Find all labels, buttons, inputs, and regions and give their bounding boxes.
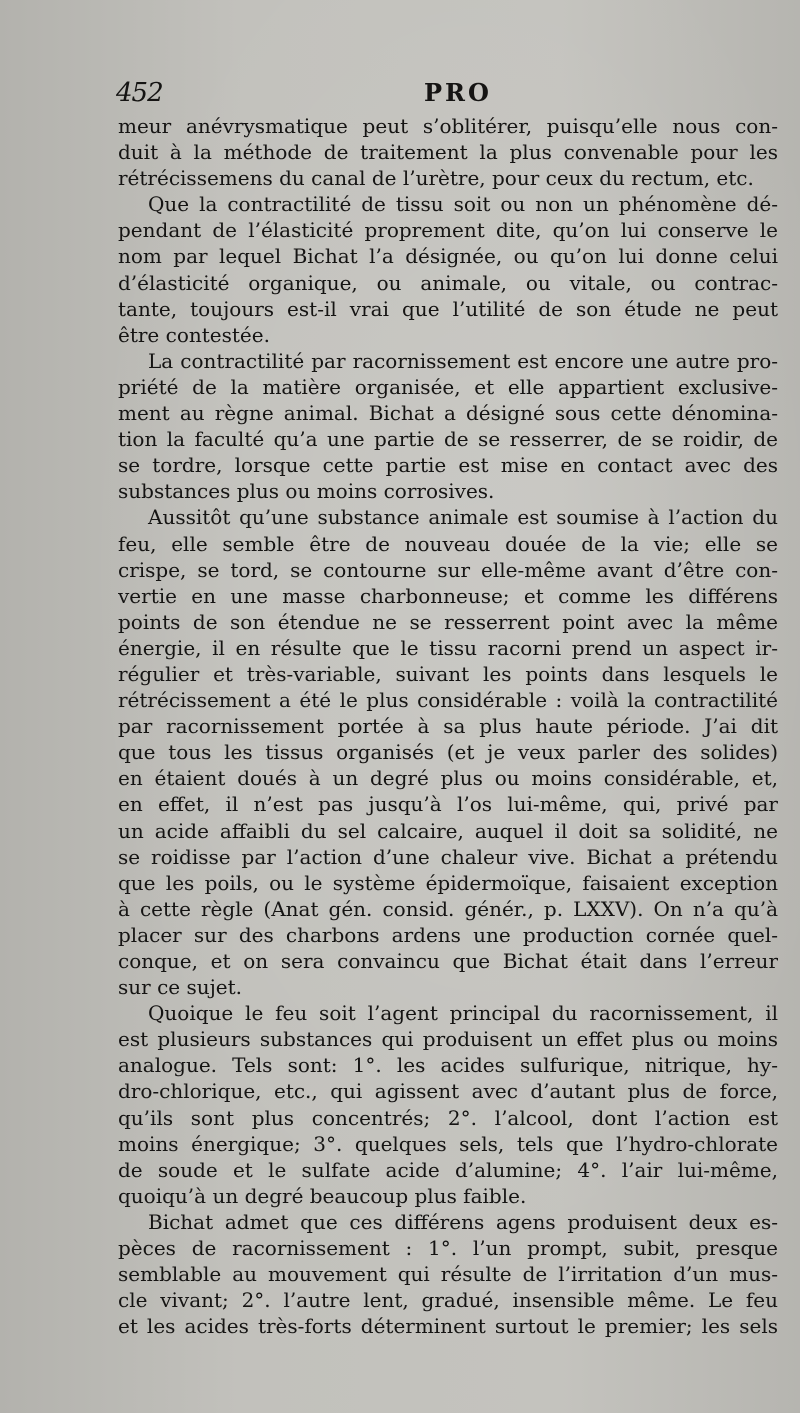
text-line: est plusieurs substances qui produisent un effet plus ou moins bbox=[118, 1027, 778, 1052]
page-header bbox=[116, 78, 752, 114]
text-line: crispe, se tord, se contourne sur elle-même avant d’être con- bbox=[118, 557, 778, 582]
text-line: énergie, il en résulte que le tissu racorni prend un aspect ir- bbox=[118, 635, 778, 660]
text-line: que les poils, ou le système épidermoïque, faisaient exception bbox=[118, 870, 778, 895]
paragraph-start-line: Aussitôt qu’une substance animale est soumise à l’action du bbox=[148, 505, 778, 530]
text-line: duit à la méthode de traitement la plus convenable pour les bbox=[118, 140, 778, 165]
text-line: par racornissement portée à sa plus haute période. J’ai dit bbox=[118, 714, 778, 739]
text-line: se roidisse par l’action d’une chaleur vive. Bichat a prétendu bbox=[118, 844, 778, 869]
text-line: vertie en une masse charbonneuse; et comme les différens bbox=[118, 583, 778, 608]
paragraph-start-line: Quoique le feu soit l’agent principal du racornissement, il bbox=[148, 1001, 778, 1026]
text-line: quoiqu’à un degré beaucoup plus faible. bbox=[118, 1183, 527, 1208]
text-line: à cette règle (Anat gén. consid. génér., p. LXXV). On n’a qu’à bbox=[118, 896, 778, 921]
text-line: points de son étendue ne se resserrent point avec la même bbox=[118, 609, 778, 634]
text-line: nom par lequel Bichat l’a désignée, ou qu’on lui donne celui bbox=[118, 244, 778, 269]
text-line: rétrécissemens du canal de l’urètre, pour ceux du rectum, etc. bbox=[118, 166, 754, 191]
text-line: conque, et on sera convaincu que Bichat était dans l’erreur bbox=[118, 949, 778, 973]
text-line: ment au règne animal. Bichat a désigné sous cette dénomina- bbox=[118, 401, 778, 426]
text-line: moins énergique; 3°. quelques sels, tels que l’hydro-chlorate bbox=[118, 1131, 778, 1156]
text-line: sur ce sujet. bbox=[118, 975, 243, 1000]
text-line: pèces de racornissement : 1°. l’un prompt, subit, presque bbox=[118, 1236, 778, 1261]
text-line: être contestée. bbox=[118, 322, 270, 347]
text-line: de soude et le sulfate acide d’alumine; 4°. l’air lui-même, bbox=[118, 1157, 778, 1182]
paragraph-start-line: Bichat admet que ces différens agens produisent deux es- bbox=[148, 1209, 778, 1234]
text-line: en effet, il n’est pas jusqu’à l’os lui-même, qui, privé par bbox=[118, 792, 778, 817]
text-line: cle vivant; 2°. l’autre lent, gradué, insensible même. Le feu bbox=[118, 1288, 778, 1313]
text-line: rétrécissement a été le plus considérable : voilà la contractilité bbox=[118, 688, 778, 713]
text-line: priété de la matière organisée, et elle appartient exclusive- bbox=[118, 374, 778, 399]
text-line: tion la faculté qu’a une partie de se resserrer, de se roidir, de bbox=[118, 427, 778, 452]
text-line: que tous les tissus organisés (et je veux parler des solides) bbox=[118, 740, 778, 765]
text-line: se tordre, lorsque cette partie est mise en contact avec des bbox=[118, 453, 778, 478]
text-line: et les acides très-forts déterminent surtout le premier; les sels bbox=[118, 1314, 778, 1339]
text-line: dro-chlorique, etc., qui agissent avec d’autant plus de force, bbox=[118, 1079, 778, 1104]
text-line: en étaient doués à un degré plus ou moins considérable, et, bbox=[118, 766, 778, 791]
text-line: tante, toujours est-il vrai que l’utilité de son étude ne peut bbox=[118, 296, 778, 321]
text-line: qu’ils sont plus concentrés; 2°. l’alcool, dont l’action est bbox=[118, 1105, 778, 1130]
paragraph-start-line: La contractilité par racornissement est encore une autre pro- bbox=[148, 348, 778, 373]
text-line: régulier et très-variable, suivant les points dans lesquels le bbox=[118, 661, 778, 686]
paragraph-start-line: Que la contractilité de tissu soit ou non un phénomène dé- bbox=[148, 192, 778, 217]
running-head: PRO bbox=[424, 78, 492, 107]
text-line: analogue. Tels sont: 1°. les acides sulfurique, nitrique, hy- bbox=[118, 1053, 778, 1078]
text-line: meur anévrysmatique peut s’oblitérer, puisqu’elle nous con- bbox=[118, 114, 778, 138]
text-line: feu, elle semble être de nouveau douée de la vie; elle se bbox=[118, 531, 778, 556]
text-line: substances plus ou moins corrosives. bbox=[118, 479, 495, 504]
text-line: d’élasticité organique, ou animale, ou vitale, ou contrac- bbox=[118, 270, 778, 295]
text-line: semblable au mouvement qui résulte de l’irritation d’un mus- bbox=[118, 1262, 778, 1287]
text-line: un acide affaibli du sel calcaire, auquel il doit sa solidité, ne bbox=[118, 818, 778, 843]
text-line: placer sur des charbons ardens une production cornée quel- bbox=[118, 922, 778, 947]
text-line: pendant de l’élasticité proprement dite, qu’on lui conserve le bbox=[118, 218, 778, 243]
body-text bbox=[118, 113, 778, 1339]
page-number: 452 bbox=[116, 78, 163, 108]
